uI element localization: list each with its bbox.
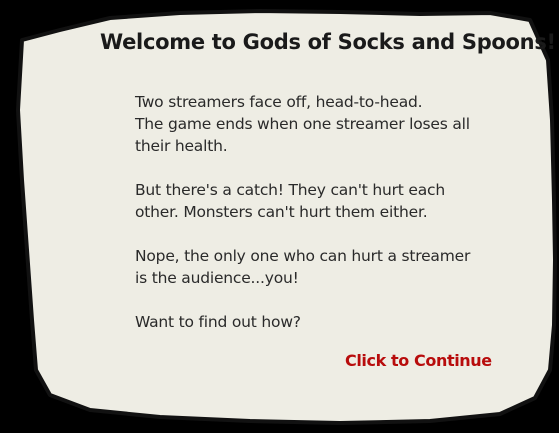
paragraph-audience: Nope, the only one who can hurt a streamer is the audience...you!	[135, 247, 471, 287]
dialog-title: Welcome to Gods of Socks and Spoons!	[100, 30, 556, 54]
paragraph-question: Want to find out how?	[135, 313, 301, 331]
click-to-continue-button[interactable]: Click to Continue	[345, 351, 492, 370]
paragraph-intro: Two streamers face off, head-to-head. The game ends when one streamer loses all their health.	[135, 93, 470, 155]
paragraph-catch: But there's a catch! They can't hurt each other. Monsters can't hurt them either.	[135, 181, 445, 221]
dialog-body	[135, 91, 515, 355]
